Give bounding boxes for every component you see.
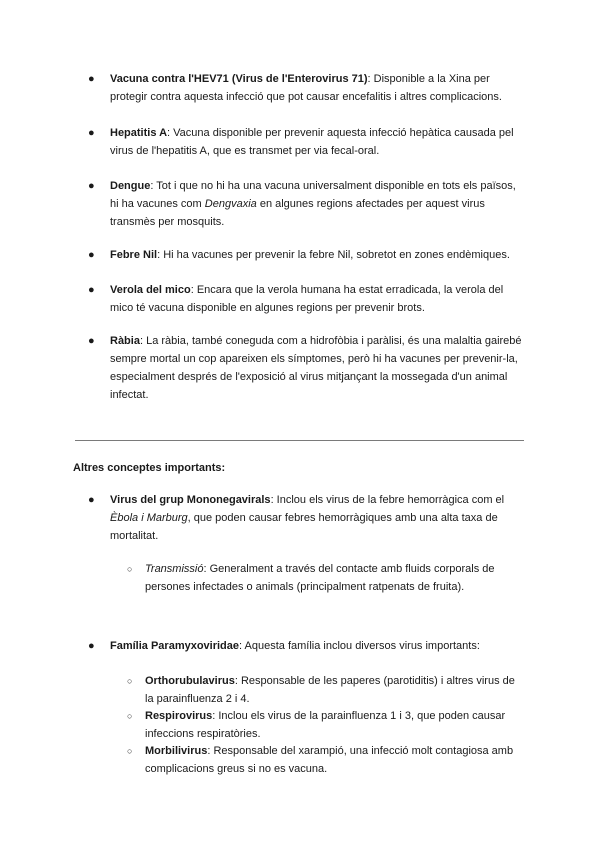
term: Verola del mico [110, 284, 191, 296]
bullet-icon: ● [88, 249, 95, 261]
sub-item-respirovirus [127, 707, 525, 743]
term: Vacuna contra l'HEV71 (Virus de l'Enterovirus 71) [110, 73, 368, 85]
circle-bullet-icon: ○ [127, 564, 133, 574]
description-cont: en algunes regions afectades per aquest virus transmès per mosquits. [110, 198, 485, 228]
description: : Vacuna disponible per prevenir aquesta infecció hepàtica causada pel virus de l'hepatitis A, que es transmet per via fecal-oral. [110, 127, 514, 157]
bullet-icon: ● [88, 494, 95, 506]
bullet-icon: ● [88, 335, 95, 347]
italic-term: Èbola i Marburg [110, 512, 188, 524]
bullet-icon: ● [88, 284, 95, 296]
sub-item-orthorubulavirus [127, 672, 525, 708]
list-item-mononegavirals [88, 491, 524, 545]
description: : Generalment a través del contacte amb fluids corporals de persones infectades o animals (principalment ratpenats de fruita). [145, 563, 495, 593]
list-item-febre-nil [88, 246, 524, 264]
term: Respirovirus [145, 710, 213, 722]
list-item-dengue [88, 177, 524, 231]
term: Ràbia [110, 335, 140, 347]
description: : Inclou els virus de la parainfluenza 1 i 3, que poden causar infeccions respiratòries. [145, 710, 506, 740]
description: : Tot i que no hi ha una vacuna universalment disponible en tots els països, hi ha vacunes com [110, 180, 516, 210]
description: : Inclou els virus de la febre hemorràgica com el [270, 494, 505, 506]
horizontal-divider [75, 440, 524, 441]
description: : Responsable de les paperes (parotiditis) i altres virus de la parainfluenza 2 i 4. [145, 675, 515, 705]
description: : Responsable del xarampió, una infecció molt contagiosa amb complicacions greus si no es vacuna. [145, 745, 514, 775]
description: : La ràbia, també coneguda com a hidrofòbia i paràlisi, és una malaltia gairebé sempre mortal un cop apareixen els símptomes, però hi ha vacunes per prevenir-la, especialment després de l'exposició al virus mitjançant la mossegada d'un animal infectat. [110, 335, 522, 401]
term: Transmissió [145, 563, 204, 575]
term: Dengue [110, 180, 151, 192]
circle-bullet-icon: ○ [127, 746, 133, 756]
list-item-verola-mico [88, 281, 524, 317]
section-heading: Altres conceptes importants: [73, 462, 226, 474]
circle-bullet-icon: ○ [127, 711, 133, 721]
term: Família Paramyxoviridae [110, 640, 240, 652]
description: : Hi ha vacunes per prevenir la febre Nil, sobretot en zones endèmiques. [157, 249, 510, 261]
bullet-icon: ● [88, 73, 95, 85]
term: Orthorubulavirus [145, 675, 235, 687]
term: Virus del grup Mononegavirals [110, 494, 271, 506]
sub-item-morbilivirus [127, 742, 525, 778]
description-cont: , que poden causar febres hemorràgiques amb una alta taxa de mortalitat. [110, 512, 498, 542]
list-item-paramyxoviridae [88, 637, 524, 655]
list-item-hev71 [88, 70, 524, 106]
circle-bullet-icon: ○ [127, 676, 133, 686]
list-item-rabia [88, 332, 524, 404]
term: Hepatitis A [110, 127, 168, 139]
bullet-icon: ● [88, 127, 95, 139]
description: : Aquesta família inclou diversos virus importants: [239, 640, 480, 652]
italic-term: Dengvaxia [204, 198, 257, 210]
list-item-hepatitis-a [88, 124, 524, 160]
sub-item-transmissio [127, 560, 525, 596]
description: : Encara que la verola humana ha estat erradicada, la verola del mico té vacuna disponible en algunes regions per prevenir brots. [110, 284, 504, 314]
bullet-icon: ● [88, 180, 95, 192]
term: Morbilivirus [145, 745, 208, 757]
bullet-icon: ● [88, 640, 95, 652]
description: : Disponible a la Xina per protegir contra aquesta infecció que pot causar encefalitis i altres complicacions. [110, 73, 502, 103]
term: Febre Nil [110, 249, 158, 261]
